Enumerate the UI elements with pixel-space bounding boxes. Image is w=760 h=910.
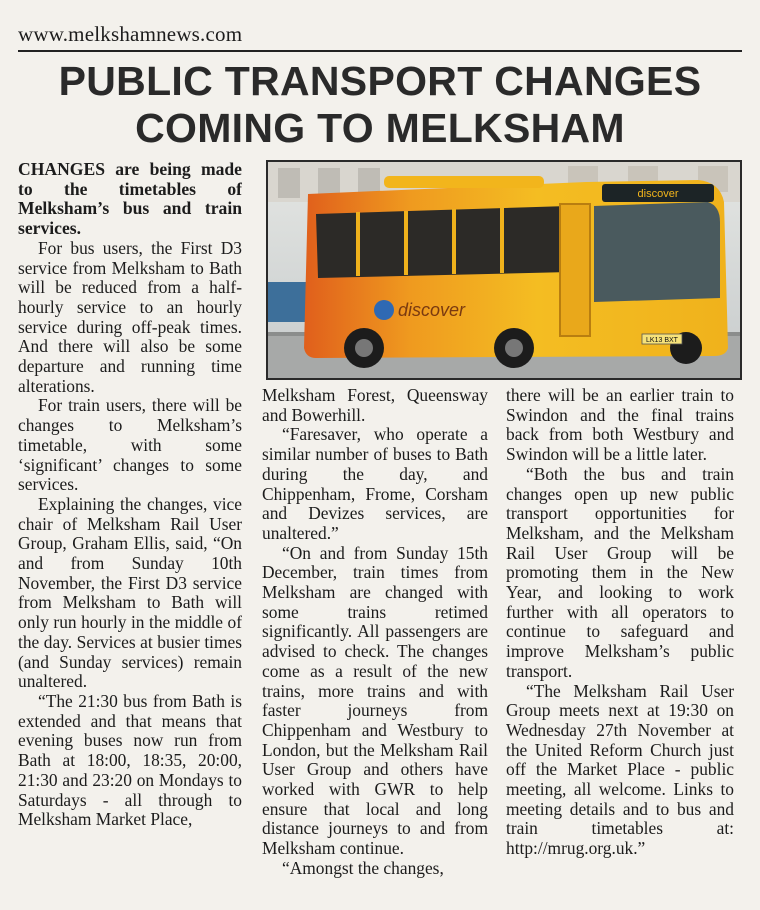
article-paragraph: “On and from Sunday 15th December, train times from Melksham are changed with some trains retimed significantly. All passengers are advised to check. The changes come as a result of the new trains, more trains and with faster journeys from Chippenham and Westbury to London, but the Melksham Rail User Group and others have worked with GWR to help ensure that local and long distance journeys to and from Melksham continue. [262, 542, 488, 859]
bus-destination: discover [637, 188, 679, 200]
headline-line-1: PUBLIC TRANSPORT CHANGES [58, 58, 702, 104]
article-paragraph: “Amongst the changes, [282, 857, 444, 878]
article-paragraph: “The 21:30 bus from Bath is extended and that means that evening buses now run from Bath at 18:00, 18:35, 20:00, 21:30 and 23:20 on Mondays to Saturdays - all through to Melksham Market Place, [18, 690, 242, 830]
article-column-3 [506, 386, 734, 900]
article-paragraph: there will be an earlier train to Swindon and the final trains back from both Westbury and Swindon will be a little later. [506, 386, 734, 465]
article-column-2 [262, 386, 488, 900]
article-paragraph: For train users, there will be changes to Melksham’s timetable, with some ‘significant’ changes to some services. [18, 395, 242, 495]
bus-illustration [268, 162, 740, 378]
headline [18, 58, 742, 152]
article-paragraph: Melksham Forest, Queensway and Bowerhill. [262, 386, 488, 425]
bus-side-logo: discover [398, 300, 466, 320]
bus-plate: LK13 BXT [646, 337, 678, 344]
article-paragraph: “Both the bus and train changes open up new public transport opportunities for Melksham, and the Melksham Rail User Group will be promoting them in the New Year, and looking to work further with all operators to continue to safeguard and improve Melksham’s public transport. [506, 463, 734, 681]
article-paragraph: “Faresaver, who operate a similar number of buses to Bath during the day, and Chippenham, Frome, Corsham and Devizes services, are unaltered.” [262, 424, 488, 543]
masthead-rule [18, 50, 742, 52]
site-url: www.melkshamnews.com [18, 22, 243, 46]
headline-line-2: COMING TO MELKSHAM [135, 105, 625, 151]
article-paragraph: For bus users, the First D3 service from Melksham to Bath will be reduced from a half-hourly service to an hourly service during off-peak times. And there will also be some departure and running time alterations. [18, 237, 242, 396]
article-paragraph: Explaining the changes, vice chair of Melksham Rail User Group, Graham Ellis, said, “On and from Sunday 10th November, the First D3 service from Melksham to Bath will only run hourly in the middle of the day. Services at busier times (and Sunday services) remain unaltered. [18, 493, 242, 692]
article-column-1 [18, 160, 242, 900]
article-lead: CHANGES are being made to the timetables of Melksham’s bus and train services. [18, 160, 242, 239]
bus-photo [266, 160, 742, 380]
article-paragraph: “The Melksham Rail User Group meets next at 19:30 on Wednesday 27th November at the United Reform Church just off the Market Place - public meeting, all welcome. Links to meeting details and to bus and train timetables at: http://mrug.org.uk.” [506, 680, 734, 859]
